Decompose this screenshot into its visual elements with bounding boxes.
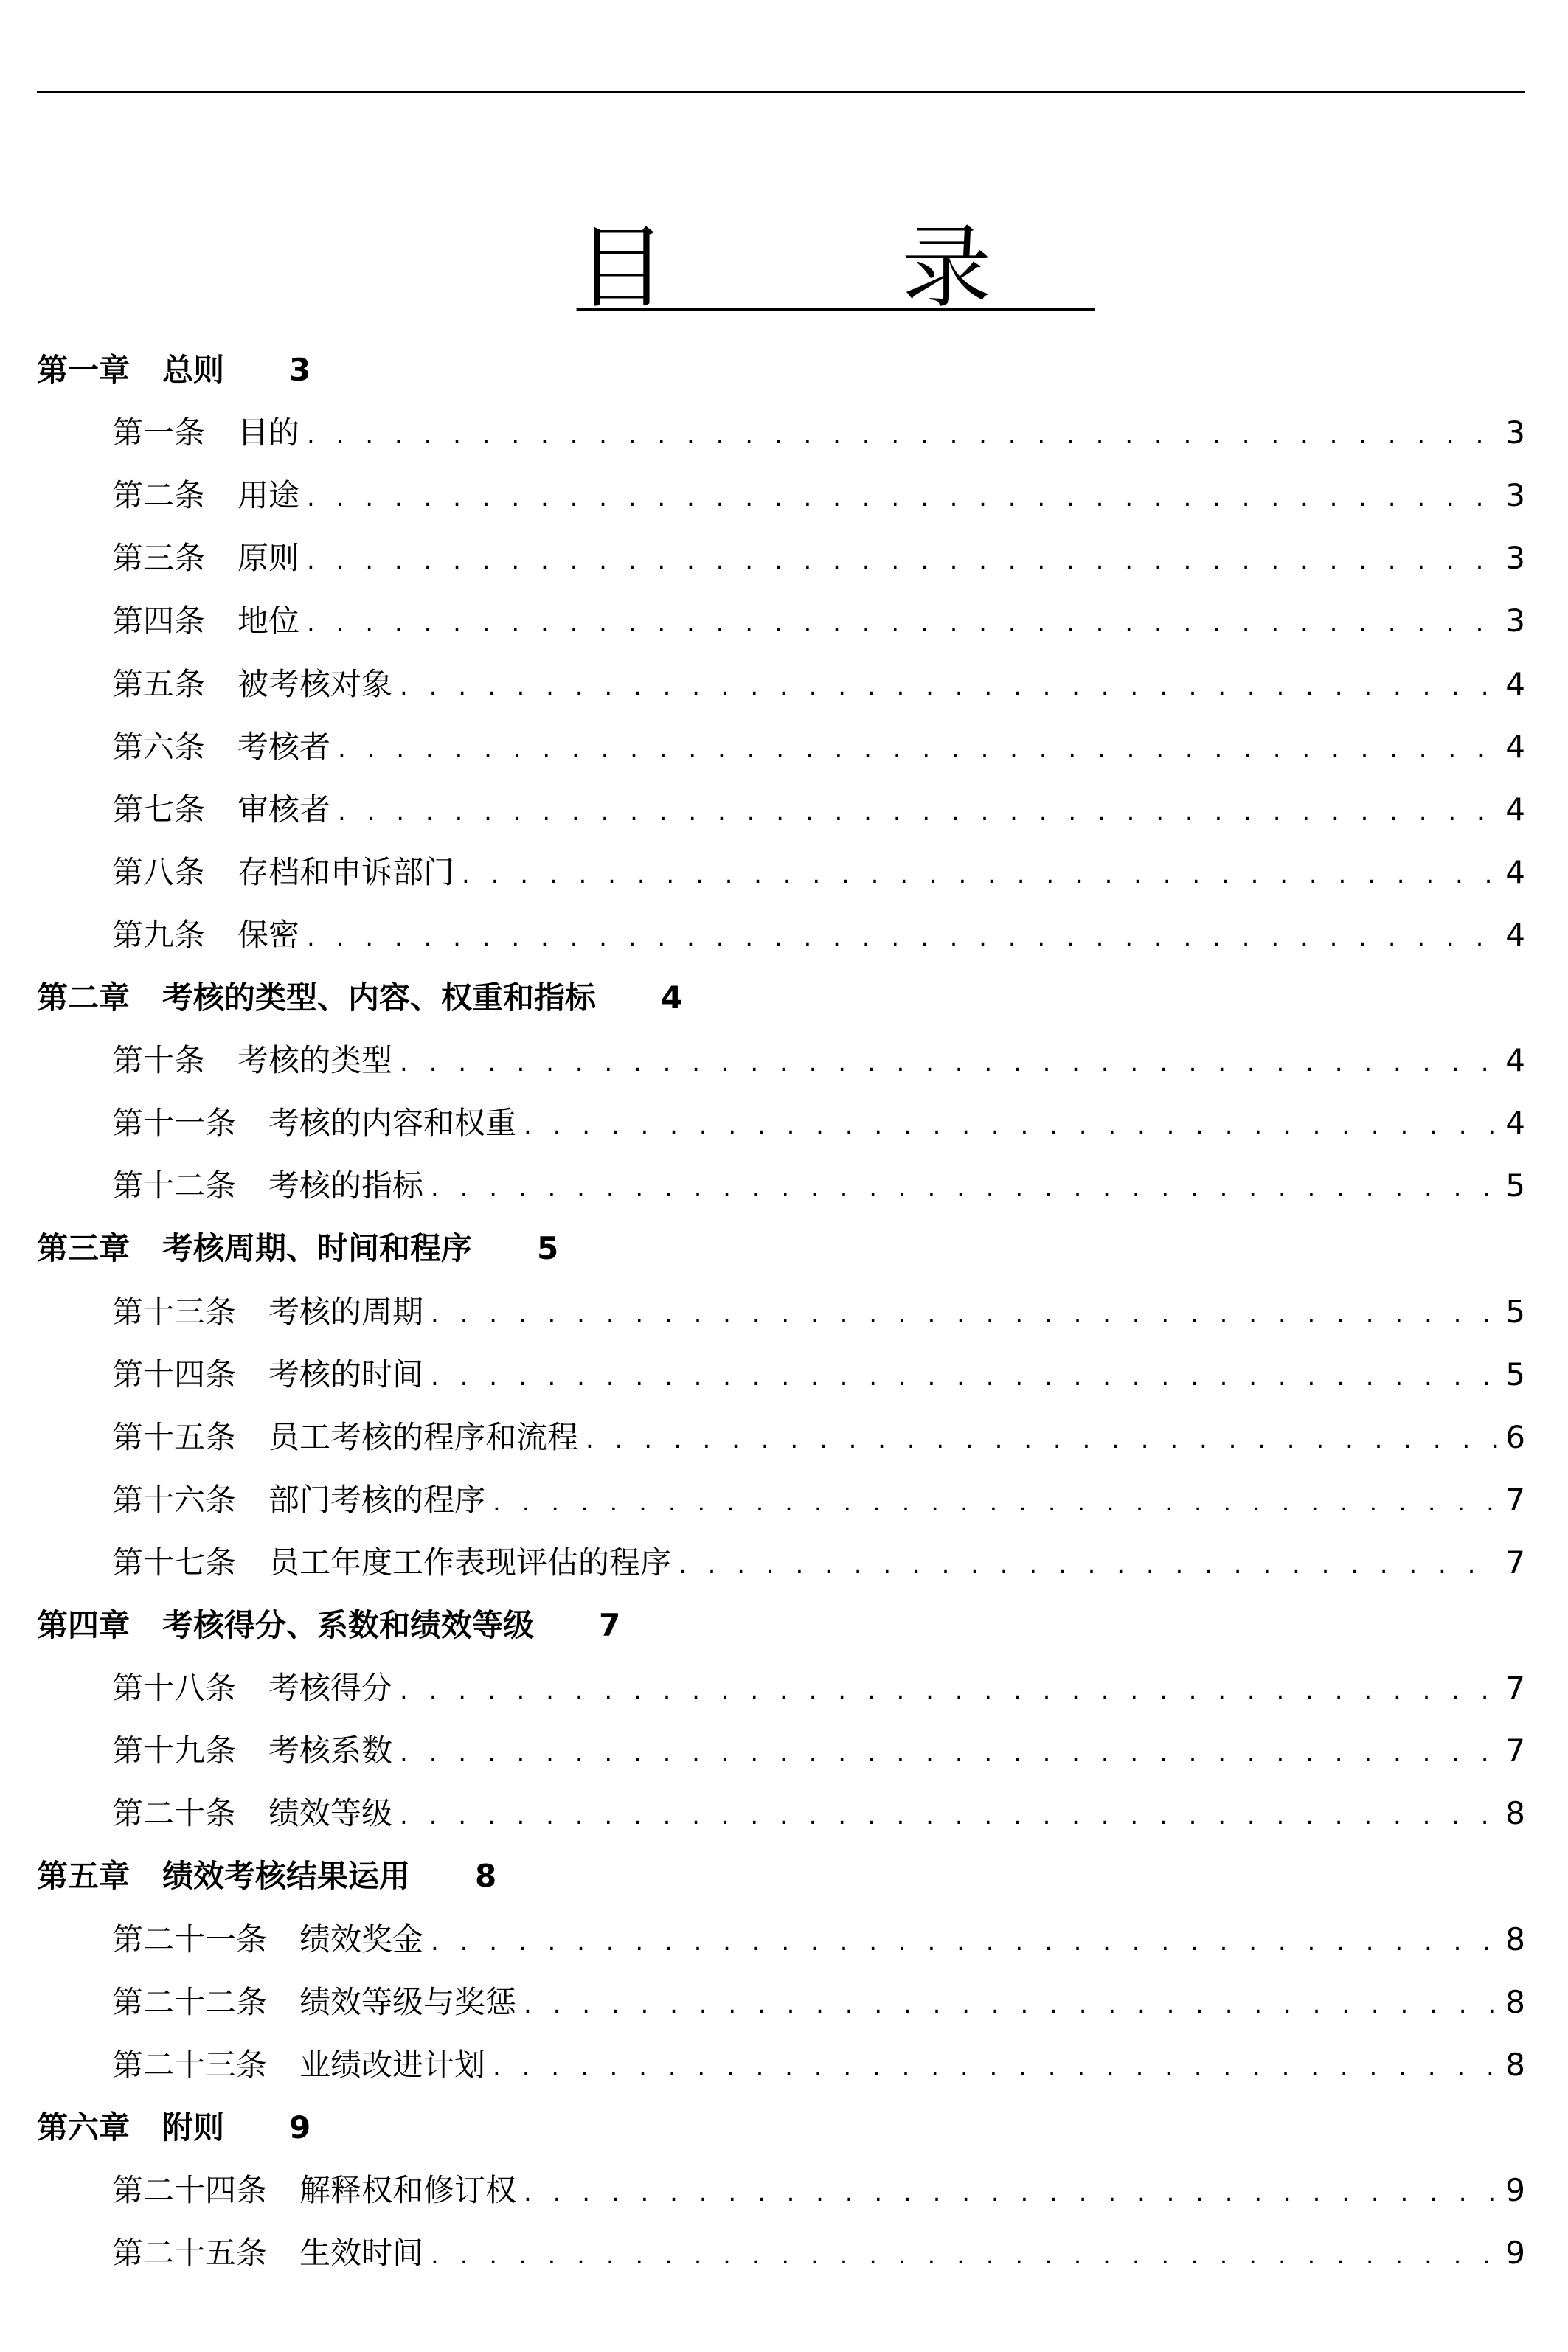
toc-number: 第四章: [37, 1607, 131, 1643]
toc-chapter[interactable]: [37, 341, 311, 400]
toc-chapter[interactable]: [37, 1596, 620, 1655]
toc-entry[interactable]: [112, 1283, 1525, 1342]
toc-page-number: 3: [1505, 414, 1525, 451]
toc-page-number: 5: [1505, 1168, 1525, 1204]
toc-heading: 考核得分、系数和绩效等级: [162, 1607, 535, 1643]
toc-entry[interactable]: [112, 1471, 1525, 1530]
toc-number: 第十四条: [112, 1356, 237, 1392]
toc-heading: 考核的内容和权重: [268, 1105, 517, 1141]
toc-page-number: 7: [1505, 1482, 1525, 1518]
toc-heading: 部门考核的程序: [268, 1482, 486, 1518]
toc-entry[interactable]: [112, 655, 1525, 714]
toc-heading: 绩效等级与奖惩: [299, 1984, 517, 2020]
dot-leader: [400, 1661, 1498, 1720]
toc-page-number: 8: [1505, 1921, 1525, 1957]
dot-leader: [431, 1347, 1498, 1406]
toc-page-number: 4: [1505, 791, 1525, 828]
toc-entry[interactable]: [112, 780, 1525, 839]
toc-entry[interactable]: [112, 2036, 1525, 2095]
header-rule: [37, 91, 1525, 93]
toc-page-number: 4: [1505, 917, 1525, 953]
toc-page-number: 7: [1505, 1544, 1525, 1581]
toc-heading: 目的: [237, 414, 300, 451]
toc-page-number: 4: [1505, 1105, 1525, 1141]
dot-leader: [524, 2163, 1498, 2222]
toc-heading: 考核得分: [268, 1670, 393, 1706]
toc-entry[interactable]: [112, 1094, 1525, 1153]
toc-heading: 绩效奖金: [299, 1921, 424, 1957]
dot-leader: [462, 845, 1498, 904]
toc-heading: 考核者: [237, 729, 331, 765]
dot-leader: [400, 1724, 1498, 1783]
toc-page-number: 4: [1505, 1042, 1525, 1078]
toc-chapter[interactable]: [37, 1847, 496, 1906]
dot-leader: [400, 657, 1498, 716]
toc-heading: 绩效考核结果运用: [162, 1858, 411, 1894]
toc-heading: 考核的时间: [268, 1356, 424, 1392]
toc-page-number: 7: [1505, 1670, 1525, 1706]
toc-number: 第十一条: [112, 1105, 237, 1141]
dot-leader: [524, 1096, 1498, 1155]
toc-heading: 业绩改进计划: [299, 2047, 486, 2083]
toc-number: 第十九条: [112, 1732, 237, 1769]
dot-leader: [431, 1159, 1498, 1218]
toc-page-number: 9: [1505, 2172, 1525, 2208]
toc-heading: 总则: [162, 352, 225, 388]
dot-leader: [493, 2038, 1498, 2097]
toc-entry[interactable]: [112, 403, 1525, 462]
toc-heading: 保密: [237, 917, 300, 953]
toc-number: 第二条: [112, 477, 206, 513]
toc-entry[interactable]: [112, 1408, 1525, 1467]
dot-leader: [307, 908, 1498, 967]
toc-page-number: 8: [475, 1858, 497, 1894]
toc-entry[interactable]: [112, 1156, 1525, 1215]
toc-page-number: 8: [1505, 2047, 1525, 2083]
toc-entry[interactable]: [112, 1659, 1525, 1718]
toc-number: 第十六条: [112, 1482, 237, 1518]
dot-leader: [307, 594, 1498, 653]
toc-entry[interactable]: [112, 466, 1525, 525]
toc-page-number: 9: [1505, 2235, 1525, 2271]
toc-page-number: 3: [1505, 477, 1525, 513]
page-title: 目 录: [576, 215, 1095, 320]
dot-leader: [493, 1473, 1498, 1532]
toc-heading: 地位: [237, 603, 300, 639]
toc-heading: 存档和申诉部门: [237, 854, 455, 890]
toc-heading: 考核周期、时间和程序: [162, 1230, 473, 1266]
toc-entry[interactable]: [112, 718, 1525, 777]
toc-heading: 员工年度工作表现评估的程序: [268, 1544, 672, 1581]
toc-chapter[interactable]: [37, 1219, 558, 1278]
toc-page-number: 3: [289, 352, 311, 388]
toc-entry[interactable]: [112, 1721, 1525, 1780]
toc-number: 第七条: [112, 791, 206, 828]
toc-entry[interactable]: [112, 1345, 1525, 1404]
toc-entry[interactable]: [112, 906, 1525, 965]
toc-page-number: 4: [1505, 666, 1525, 702]
toc-number: 第十二条: [112, 1168, 237, 1204]
toc-page-number: 5: [1505, 1356, 1525, 1392]
toc-heading: 员工考核的程序和流程: [268, 1419, 579, 1455]
toc-page-number: 4: [1505, 854, 1525, 890]
toc-entry[interactable]: [112, 1031, 1525, 1090]
toc-heading: 绩效等级: [268, 1795, 393, 1831]
toc-heading: 生效时间: [299, 2235, 424, 2271]
dot-leader: [586, 1410, 1498, 1469]
toc-number: 第十七条: [112, 1544, 237, 1581]
toc-number: 第二章: [37, 979, 131, 1016]
dot-leader: [524, 1975, 1498, 2034]
dot-leader: [431, 2226, 1498, 2285]
dot-leader: [400, 1033, 1498, 1092]
toc-chapter[interactable]: [37, 2098, 311, 2157]
dot-leader: [431, 1912, 1498, 1971]
toc-chapter[interactable]: [37, 968, 682, 1027]
toc-page-number: 3: [1505, 603, 1525, 639]
toc-number: 第一条: [112, 414, 206, 451]
toc-number: 第九条: [112, 917, 206, 953]
dot-leader: [307, 531, 1498, 590]
toc-page-number: 4: [1505, 729, 1525, 765]
dot-leader: [400, 1786, 1498, 1845]
toc-page-number: 8: [1505, 1795, 1525, 1831]
toc-heading: 考核系数: [268, 1732, 393, 1769]
dot-leader: [431, 1285, 1498, 1344]
toc-entry[interactable]: [112, 529, 1525, 588]
toc-page-number: 9: [289, 2109, 311, 2145]
toc-number: 第十五条: [112, 1419, 237, 1455]
toc-number: 第二十二条: [112, 1984, 268, 2020]
toc-number: 第一章: [37, 352, 131, 388]
toc-heading: 考核的类型、内容、权重和指标: [162, 979, 597, 1016]
toc-number: 第三条: [112, 540, 206, 576]
toc-number: 第二十三条: [112, 2047, 268, 2083]
toc-number: 第四条: [112, 603, 206, 639]
toc-number: 第六条: [112, 729, 206, 765]
toc-entry[interactable]: [112, 592, 1525, 651]
dot-leader: [307, 406, 1498, 465]
toc-heading: 用途: [237, 477, 300, 513]
toc-number: 第二十一条: [112, 1921, 268, 1957]
toc-entry[interactable]: [112, 1973, 1525, 2032]
toc-number: 第十条: [112, 1042, 206, 1078]
toc-entry[interactable]: [112, 1533, 1525, 1592]
toc-heading: 考核的周期: [268, 1294, 424, 1330]
dot-leader: [338, 783, 1498, 842]
dot-leader: [338, 720, 1498, 779]
toc-heading: 解释权和修订权: [299, 2172, 517, 2208]
toc-heading: 审核者: [237, 791, 331, 828]
toc-page-number: 5: [537, 1230, 559, 1266]
toc-number: 第十三条: [112, 1294, 237, 1330]
dot-leader: [307, 468, 1498, 527]
toc-entry[interactable]: [112, 1910, 1525, 1969]
toc-number: 第二十五条: [112, 2235, 268, 2271]
toc-page-number: 7: [1505, 1732, 1525, 1769]
toc-page-number: 3: [1505, 540, 1525, 576]
toc-entry[interactable]: [112, 843, 1525, 902]
toc-number: 第二十条: [112, 1795, 237, 1831]
toc-page-number: 5: [1505, 1294, 1525, 1330]
toc-page-number: 8: [1505, 1984, 1525, 2020]
toc-number: 第八条: [112, 854, 206, 890]
toc-entry[interactable]: [112, 2224, 1525, 2283]
toc-heading: 原则: [237, 540, 300, 576]
toc-number: 第二十四条: [112, 2172, 268, 2208]
toc-heading: 附则: [162, 2109, 225, 2145]
toc-heading: 考核的指标: [268, 1168, 424, 1204]
toc-number: 第五条: [112, 666, 206, 702]
toc-number: 第三章: [37, 1230, 131, 1266]
toc-entry[interactable]: [112, 2161, 1525, 2220]
toc-heading: 被考核对象: [237, 666, 393, 702]
toc-number: 第五章: [37, 1858, 131, 1894]
toc-page-number: 7: [599, 1607, 621, 1643]
toc-page-number: 6: [1505, 1419, 1525, 1455]
toc-number: 第六章: [37, 2109, 131, 2145]
toc-entry[interactable]: [112, 1784, 1525, 1843]
toc-heading: 考核的类型: [237, 1042, 393, 1078]
toc-page-number: 4: [661, 979, 683, 1016]
toc-number: 第十八条: [112, 1670, 237, 1706]
dot-leader: [679, 1536, 1498, 1595]
